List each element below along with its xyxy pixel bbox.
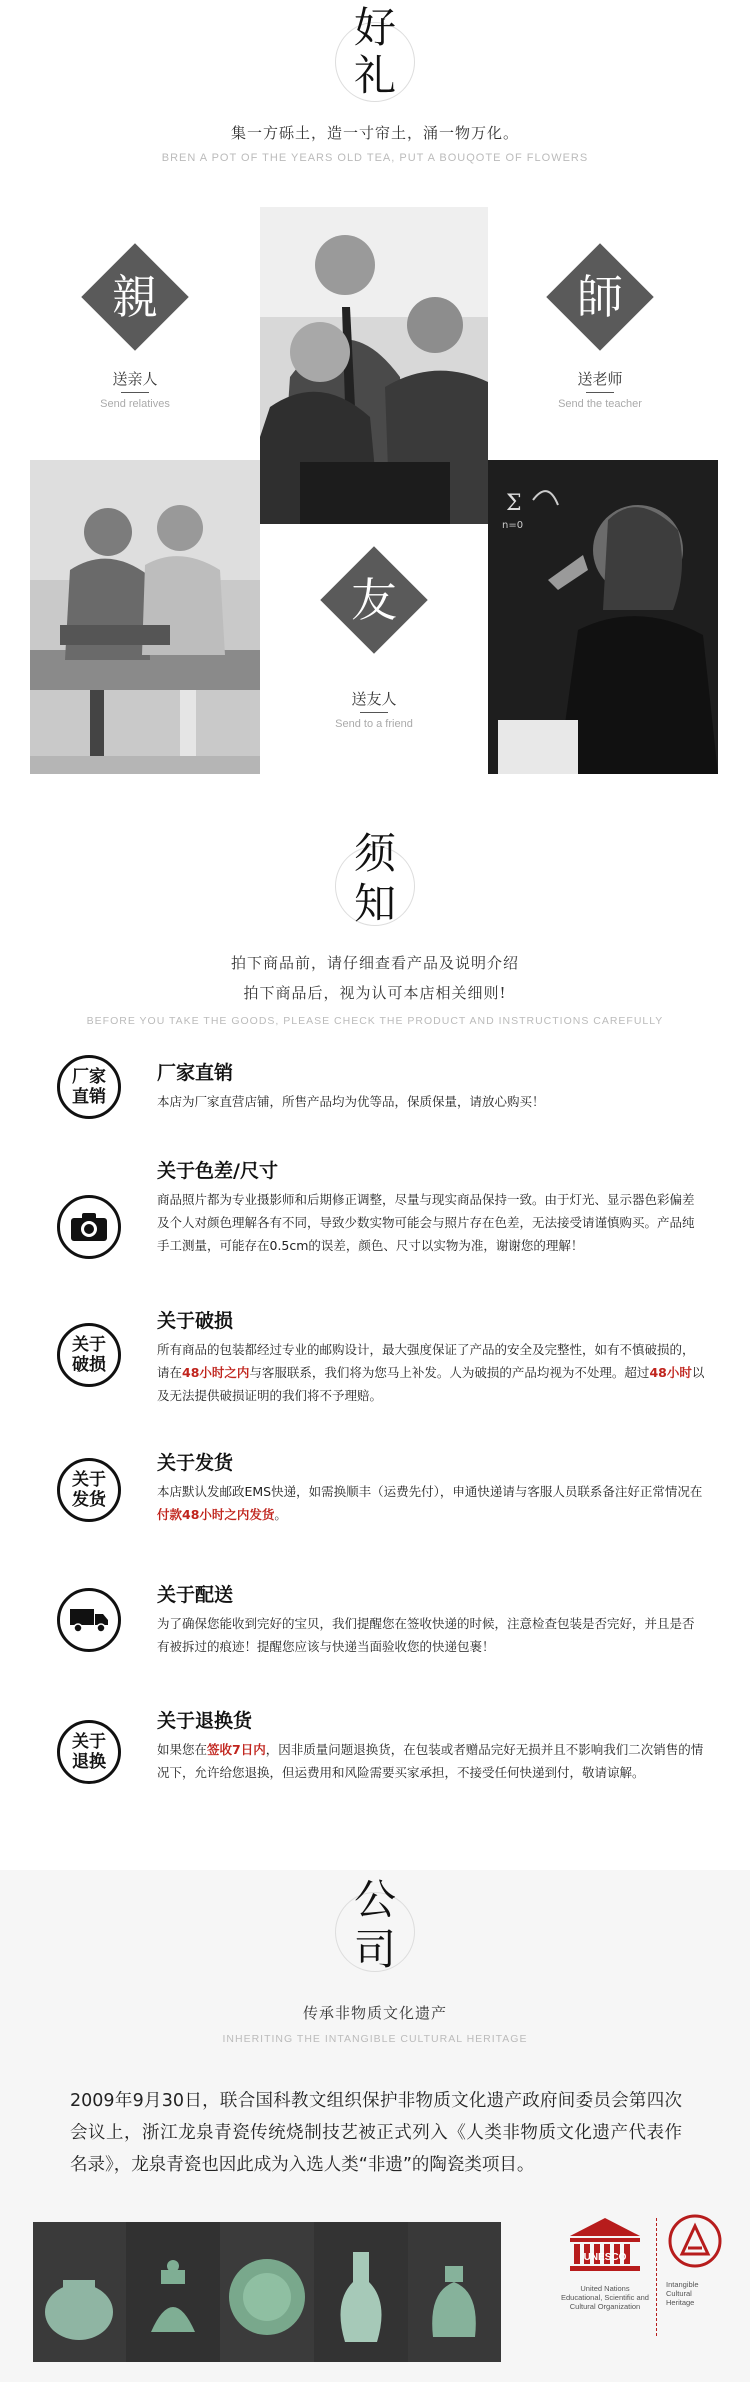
teacher-label-en: Send the teacher: [558, 398, 642, 410]
return-icon: 关于 退换: [57, 1720, 121, 1784]
teacher-label: 送老师: [577, 370, 623, 388]
color-size-text: 商品照片都为专业摄影师和后期修正调整，尽量与现实商品保持一致。由于灯光、显示器色彩偏差及个人对颜色理解各有不同，导致少数实物可能会与照片存在色差，无法接受请谨慎购买。产品纯手工测量，可能存在0.5cm的误差，颜色、尺寸以实物为准，谢谢您的理解！: [157, 1192, 695, 1253]
porcelain-photo-strip: [33, 2222, 501, 2362]
teacher-photo: [488, 460, 718, 774]
delivery-text: 为了确保您能收到完好的宝贝，我们提醒您在签收快递的时候，注意检查包装是否完好，并且是否有被拆过的痕迹！提醒您应该与快递当面验收您的快递包裹！: [157, 1616, 695, 1654]
relatives-label: 送亲人: [112, 370, 158, 388]
shipping-icon: 关于 发货: [57, 1458, 121, 1522]
return-text: 如果您在签收7日内，因非质量问题退换货，在包装或者赠品完好无损并且不影响我们二次销售的情况下，允许给您退换，但运费用和风险需要买家承担，不接受任何快递到付，敬请谅解。: [157, 1742, 704, 1780]
notice-title-char-2: 知: [353, 879, 396, 928]
gift-title-char-1: 好: [353, 3, 396, 52]
teacher-char: 師: [577, 270, 623, 324]
friend-char: 友: [351, 573, 397, 627]
damage-time-highlight: 48小时之内: [182, 1365, 250, 1380]
friend-label: 送友人: [351, 690, 397, 708]
shipping-text: 本店默认发邮政EMS快递，如需换顺丰（运费先付），申通快递请与客服人员联系备注好正常情况在付款48小时之内发货。: [157, 1484, 703, 1522]
relatives-label-en: Send relatives: [100, 398, 170, 410]
company-title-char-2: 司: [353, 1925, 396, 1974]
company-subtitle: 传承非物质文化遗产: [302, 2004, 447, 2022]
shipping-title: 关于发货: [157, 1452, 234, 1474]
factory-direct-text: 本店为厂家直营店铺，所售产品均为优等品，保质保量，请放心购买！: [157, 1094, 545, 1109]
truck-icon: [57, 1588, 121, 1652]
damage-time-limit-highlight: 48小时: [649, 1365, 692, 1380]
notice-line-2: 拍下商品后，视为认可本店相关细则!: [243, 984, 507, 1002]
return-period-highlight: 签收7日内: [207, 1742, 266, 1757]
business-people-photo: [260, 207, 488, 524]
couple-photo: [30, 460, 260, 774]
gift-subtitle: 集一方砾土，造一寸帘土，涌一物万化。: [230, 124, 519, 142]
teacher-divider: [586, 392, 614, 393]
damage-title: 关于破损: [157, 1310, 234, 1332]
unesco-caption: United Nations Educational, Scientific and Cultural Organization: [561, 2284, 649, 2311]
notice-subtitle-en: BEFORE YOU TAKE THE GOODS, PLEASE CHECK THE PRODUCT AND INSTRUCTIONS CAREFULLY: [86, 1015, 664, 1027]
shipping-time-highlight: 付款48小时之内发货: [157, 1507, 275, 1522]
company-title-char-1: 公: [353, 1875, 396, 1924]
company-subtitle-en: INHERITING THE INTANGIBLE CULTURAL HERITAGE: [222, 2033, 528, 2045]
relatives-divider: [121, 392, 149, 393]
svg-text:Σ: Σ: [506, 491, 522, 516]
notice-title-char-1: 须: [353, 829, 396, 878]
gift-subtitle-en: BREN A POT OF THE YEARS OLD TEA, PUT A BOUQOTE OF FLOWERS: [161, 152, 589, 164]
camera-icon: [57, 1195, 121, 1259]
friend-label-en: Send to a friend: [335, 718, 413, 730]
unesco-logo: [560, 2214, 650, 2311]
return-title: 关于退换货: [157, 1710, 253, 1732]
friend-divider: [360, 712, 388, 713]
notice-line-1: 拍下商品前，请仔细查看产品及说明介绍: [230, 954, 519, 972]
relatives-char: 親: [112, 270, 158, 324]
damage-text: 所有商品的包装都经过专业的邮购设计，最大强度保证了产品的安全及完整性，如有不慎破损的，请在48小时之内与客服联系，我们将为您马上补发。人为破损的产品均视为不处理。超过48小时以及无法提供破损证明的我们将不予理赔。: [157, 1342, 705, 1403]
logo-divider: [656, 2218, 657, 2336]
company-paragraph: 2009年9月30日，联合国科教文组织保护非物质文化遗产政府间委员会第四次会议上，浙江龙泉青瓷传统烧制技艺被正式列入《人类非物质文化遗产代表作名录》，龙泉青瓷也因此成为入选人类“非遗”的陶瓷类项目。: [70, 2091, 682, 2175]
damage-icon: 关于 破损: [57, 1323, 121, 1387]
heritage-caption: Intangible Cultural Heritage: [666, 2280, 699, 2307]
svg-text:n=0: n=0: [502, 520, 524, 531]
color-size-title: 关于色差/尺寸: [157, 1160, 278, 1182]
delivery-title: 关于配送: [157, 1584, 234, 1606]
gift-title-char-2: 礼: [353, 51, 396, 100]
factory-direct-icon: 厂家 直销: [57, 1055, 121, 1119]
factory-direct-title: 厂家直销: [157, 1062, 234, 1084]
intangible-heritage-logo: [666, 2212, 726, 2307]
svg-text:UNESCO: UNESCO: [583, 2252, 627, 2263]
